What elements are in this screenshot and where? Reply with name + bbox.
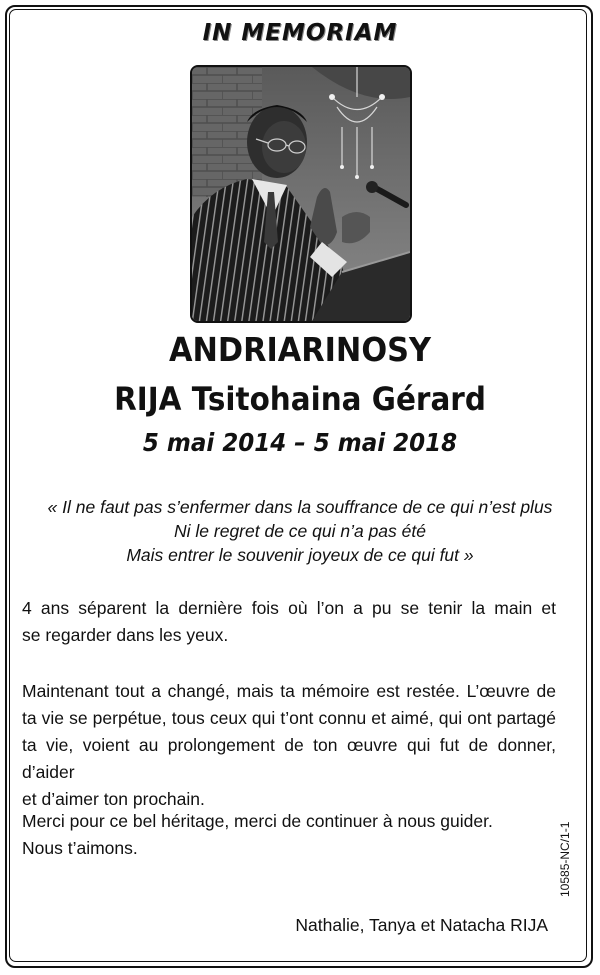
paragraph-line: se regarder dans les yeux. (22, 625, 229, 645)
portrait-image (192, 67, 410, 321)
memorial-dates: 5 mai 2014 – 5 mai 2018 (142, 428, 458, 457)
quote-line: Mais entrer le souvenir joyeux de ce qui fut » (126, 545, 474, 565)
paragraph-anniversary (22, 595, 556, 649)
paragraph-thanks (22, 808, 556, 862)
paragraph-line: ta vie se perpétue, tous ceux qui t’ont connu et aimé, qui ont partagé (22, 708, 556, 728)
paragraph-line: Nous t’aimons. (22, 838, 138, 858)
signature: Nathalie, Tanya et Natacha RIJA (295, 915, 548, 935)
paragraph-line: Maintenant tout a changé, mais ta mémoire est restée. L’œuvre de (22, 681, 556, 701)
paragraph-legacy (22, 678, 556, 813)
quote-line: « Il ne faut pas s’enfermer dans la souffrance de ce qui n’est plus (47, 497, 553, 517)
paragraph-line: et d’aimer ton prochain. (22, 789, 205, 809)
paragraph-line: 4 ans séparent la dernière fois où l’on a pu se tenir la main et (22, 598, 556, 618)
quote-block (0, 495, 600, 567)
notice-heading: IN MEMORIAM (202, 20, 398, 46)
quote-line: Ni le regret de ce qui n’a pas été (174, 521, 426, 541)
portrait-photo (190, 65, 412, 323)
paragraph-line: ta vie, voient au prolongement de ton œuvre qui fut de donner, d’aider (22, 735, 556, 782)
given-names: RIJA Tsitohaina Gérard (114, 380, 486, 418)
surname: ANDRIARINOSY (168, 330, 432, 369)
paragraph-line: Merci pour ce bel héritage, merci de continuer à nous guider. (22, 811, 493, 831)
reference-code: 10585-NC/1-1 (558, 821, 572, 897)
